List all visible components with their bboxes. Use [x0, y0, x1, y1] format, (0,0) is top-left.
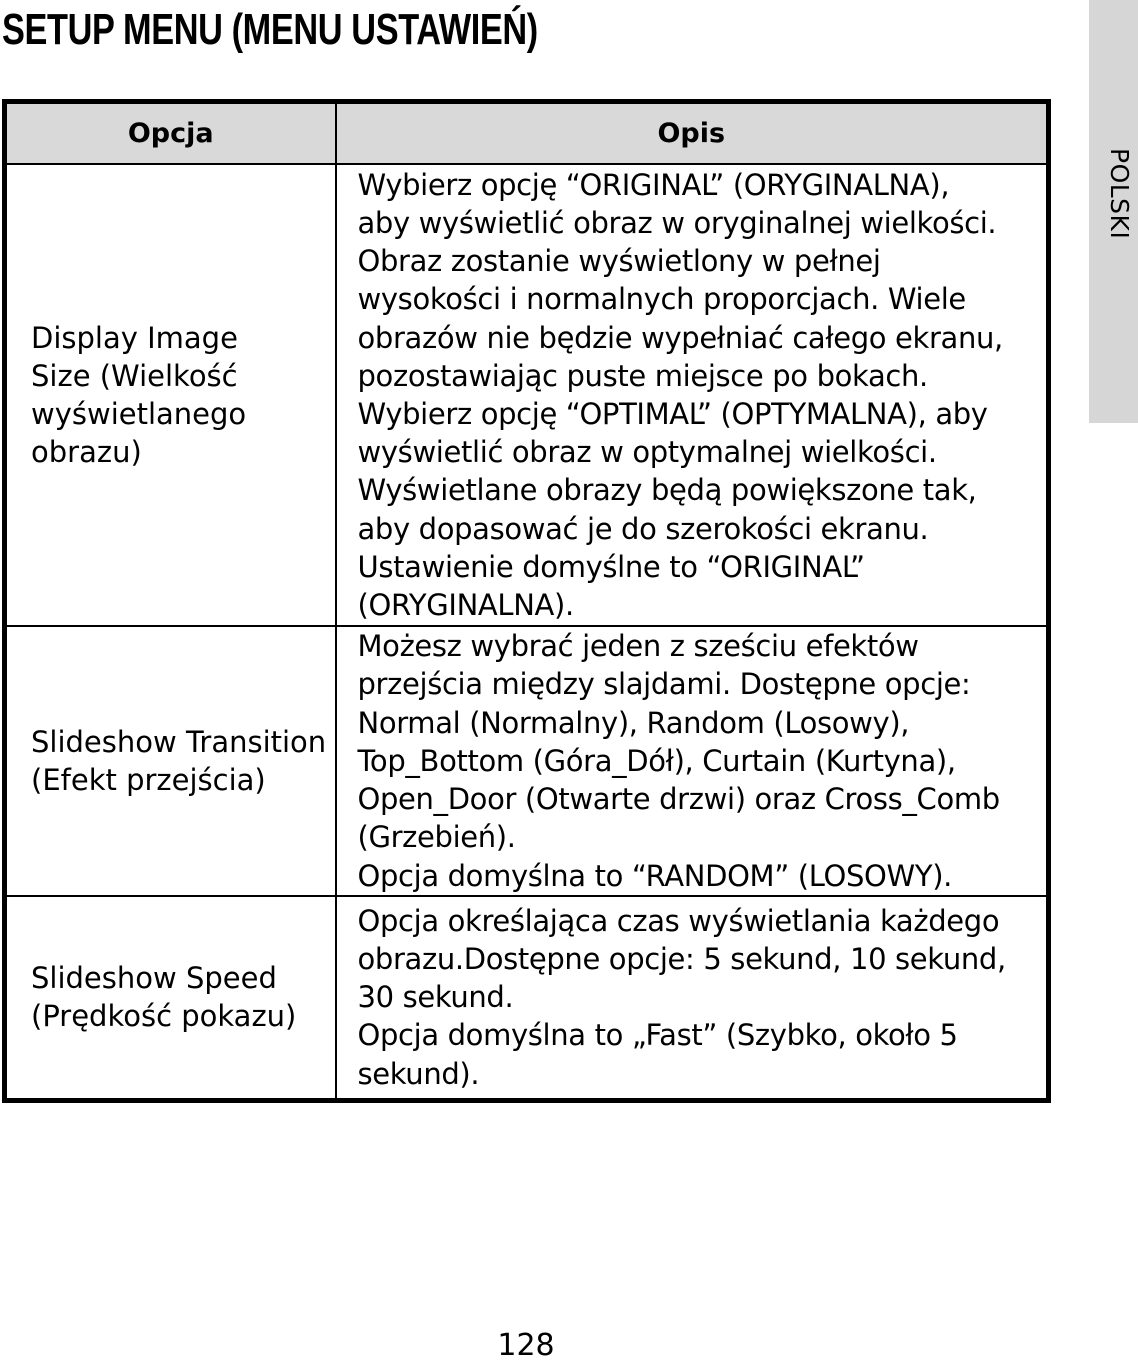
description-slideshow-speed	[336, 896, 1049, 1100]
description-line: 30 sekund.	[357, 980, 514, 1015]
description-line: obrazów nie będzie wypełniać całego ekranu,	[357, 320, 1003, 355]
language-tab-label: POLSKI	[1105, 148, 1134, 240]
description-line: sekund).	[357, 1056, 480, 1091]
description-line: Open_Door (Otwarte drzwi) oraz Cross_Comb	[357, 782, 1000, 817]
option-line: (Prędkość pokazu)	[31, 999, 297, 1034]
description-line: pozostawiając puste miejsce po bokach.	[357, 358, 928, 393]
description-line: aby wyświetlić obraz w oryginalnej wielkości.	[357, 205, 997, 240]
header-description: Opis	[336, 102, 1049, 165]
description-line: Możesz wybrać jeden z sześciu efektów	[357, 629, 919, 664]
description-line: Opcja domyślna to “RANDOM” (LOSOWY).	[357, 858, 953, 893]
option-slideshow-speed	[5, 896, 336, 1100]
option-line: (Efekt przejścia)	[31, 763, 266, 797]
table-header-row	[5, 102, 1049, 165]
description-line: (Grzebień).	[357, 820, 516, 855]
table-row	[5, 626, 1049, 896]
description-display-image-size	[336, 164, 1049, 626]
description-line: wysokości i normalnych proporcjach. Wiele	[357, 282, 966, 317]
option-slideshow-transition	[5, 626, 336, 896]
description-line: Obraz zostanie wyświetlony w pełnej	[357, 244, 881, 279]
table-row	[5, 896, 1049, 1100]
option-line: Slideshow Transition	[31, 725, 327, 759]
option-line: Size (Wielkość	[31, 359, 238, 393]
description-line: Normal (Normalny), Random (Losowy),	[357, 705, 910, 740]
description-line: wyświetlić obraz w optymalnej wielkości.	[357, 435, 937, 470]
setup-options-table	[2, 99, 1051, 1103]
description-line: aby dopasować je do szerokości ekranu.	[357, 511, 929, 546]
description-line: Wybierz opcję “ORIGINAL” (ORYGINALNA),	[357, 167, 950, 202]
table-row	[5, 164, 1049, 626]
description-line: Wyświetlane obrazy będą powiększone tak,	[357, 473, 977, 508]
description-line: Opcja domyślna to „Fast” (Szybko, około 5	[357, 1018, 958, 1053]
option-line: Display Image	[31, 321, 238, 355]
page-title: SETUP MENU (MENU USTAWIEŃ)	[2, 5, 538, 54]
option-display-image-size	[5, 164, 336, 626]
page-number: 128	[497, 1328, 555, 1363]
description-slideshow-transition	[336, 626, 1049, 896]
description-line: (ORYGINALNA).	[357, 588, 574, 623]
header-option: Opcja	[5, 102, 336, 165]
description-line: Opcja określająca czas wyświetlania każdego	[357, 903, 1000, 938]
description-line: Wybierz opcję “OPTIMAL” (OPTYMALNA), aby	[357, 397, 988, 431]
option-line: obrazu)	[31, 435, 142, 469]
description-line: obrazu.Dostępne opcje: 5 sekund, 10 sekund,	[357, 941, 1006, 976]
description-line: przejścia między slajdami. Dostępne opcje:	[357, 667, 971, 702]
option-line: Slideshow Speed	[31, 961, 277, 996]
description-line: Ustawienie domyślne to “ORIGINAL”	[357, 549, 865, 584]
option-line: wyświetlanego	[31, 397, 247, 431]
description-line: Top_Bottom (Góra_Dół), Curtain (Kurtyna),	[357, 743, 956, 778]
